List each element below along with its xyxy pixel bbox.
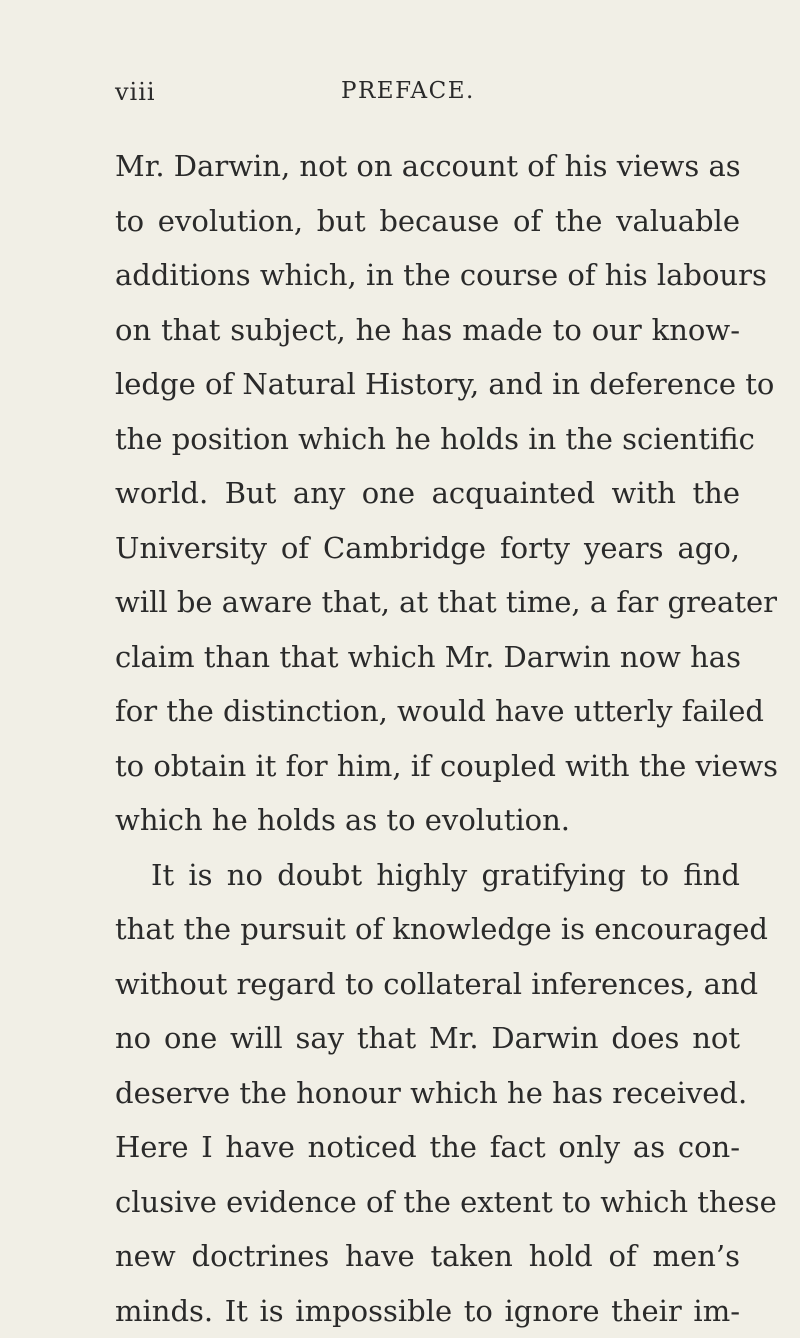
body-text — [115, 139, 740, 1338]
text-line: to obtain it for him, if coupled with the views — [115, 739, 740, 794]
text-line: clusive evidence of the extent to which these — [115, 1175, 740, 1230]
text-line: claim than that which Mr. Darwin now has — [115, 630, 740, 685]
paragraph-start-line: It is no doubt highly gratifying to find — [115, 848, 740, 903]
text-line: additions which, in the course of his labours — [115, 248, 740, 303]
text-line: without regard to collateral inferences, and — [115, 957, 740, 1012]
text-line: deserve the honour which he has received. — [115, 1066, 740, 1121]
text-line: University of Cambridge forty years ago, — [115, 521, 740, 576]
text-line: Mr. Darwin, not on account of his views as — [115, 139, 740, 194]
text-line: the position which he holds in the scientific — [115, 412, 740, 467]
text-line: Here I have noticed the fact only as con- — [115, 1120, 740, 1175]
text-line: will be aware that, at that time, a far greater — [115, 575, 740, 630]
text-line: on that subject, he has made to our know- — [115, 303, 740, 358]
running-head — [115, 78, 710, 108]
text-line: world. But any one acquainted with the — [115, 466, 740, 521]
text-line: to evolution, but because of the valuable — [115, 194, 740, 249]
page-title: PREFACE. — [341, 78, 475, 104]
text-line: no one will say that Mr. Darwin does not — [115, 1011, 740, 1066]
text-line: for the distinction, would have utterly failed — [115, 684, 740, 739]
text-line: that the pursuit of knowledge is encouraged — [115, 902, 740, 957]
paragraph-end-line: which he holds as to evolution. — [115, 793, 740, 848]
page-number: viii — [115, 78, 156, 106]
text-line: minds. It is impossible to ignore their im- — [115, 1284, 740, 1338]
text-line: ledge of Natural History, and in deference to — [115, 357, 740, 412]
text-line: new doctrines have taken hold of men’s — [115, 1229, 740, 1284]
